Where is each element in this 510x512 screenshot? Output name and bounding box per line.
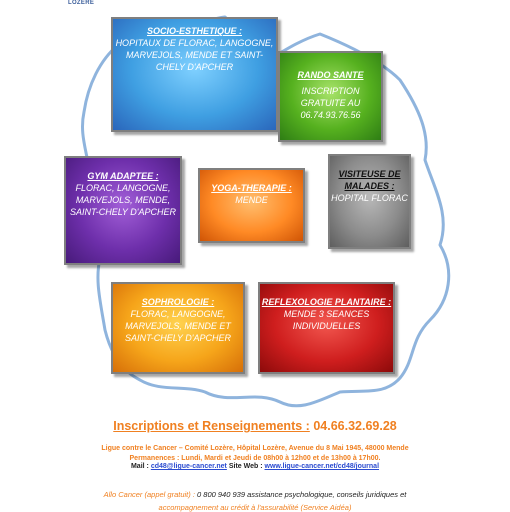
reflexo-body: MENDE 3 SEANCES INDIVIDUELLES [283, 309, 370, 331]
inscriptions-phone: 04.66.32.69.28 [313, 419, 397, 433]
sophro-title: SOPHROLOGIE : [141, 297, 215, 307]
sophro-body: FLORAC, LANGOGNE, MARVEJOLS, MENDE ET SAINT-CHELY D'APCHER [125, 309, 231, 343]
gym-title: GYM ADAPTEE : [87, 171, 159, 181]
reflexologie-plantaire-box [258, 282, 395, 374]
sophrologie-box [111, 282, 245, 374]
site-link[interactable]: www.ligue-cancer.net/cd48/journal [264, 463, 380, 470]
visiteuse-de-malades-box [328, 154, 411, 249]
header-tag: LOZÈRE [68, 0, 95, 6]
reflexo-title: REFLEXOLOGIE PLANTAIRE : [261, 297, 392, 307]
allo-text: 0 800 940 939 assistance psychologique, conseils juridiques et [197, 490, 407, 499]
gym-adaptee-box [64, 156, 182, 265]
inscriptions-line [0, 419, 510, 433]
contact-line [0, 463, 510, 470]
socio-title: SOCIO-ESTHETIQUE : [146, 26, 242, 36]
address-line: Ligue contre le Cancer – Comité Lozère, Hôpital Lozère, Avenue du 8 Mai 1945, 48000 Mende [101, 445, 409, 452]
rando-title: RANDO SANTE [297, 70, 364, 80]
site-label: Site Web : [228, 463, 263, 470]
mail-link[interactable]: cd48@ligue-cancer.net [150, 463, 227, 470]
socio-esthetique-box [111, 17, 278, 132]
rando-sante-box [278, 51, 383, 142]
allo-cancer-line [0, 490, 510, 499]
hours-line: Permanences : Lundi, Mardi et Jeudi de 08h00 à 12h00 et de 13h00 à 17h00. [129, 455, 381, 462]
rando-body: INSCRIPTION GRATUITE AU 06.74.93.76.56 [300, 86, 361, 120]
gym-body: FLORAC, LANGOGNE, MARVEJOLS, MENDE, SAINT-CHELY D'APCHER [70, 183, 176, 217]
yoga-therapie-box [198, 168, 305, 243]
address-block [0, 444, 510, 464]
allo-label: Allo Cancer (appel gratuit) : [103, 490, 195, 499]
visit-body: HOPITAL FLORAC [331, 193, 408, 203]
yoga-body: MENDE [235, 195, 268, 205]
mail-label: Mail : [130, 463, 149, 470]
allo-cut-line: accompagnement au crédit à l'assurabilité (Service Aidéa) [158, 503, 352, 512]
socio-body: HOPITAUX DE FLORAC, LANGOGNE, MARVEJOLS, MENDE ET SAINT-CHELY D'APCHER [115, 38, 274, 72]
visit-title: VISITEUSE DE MALADES : [338, 169, 401, 191]
yoga-title: YOGA-THERAPIE : [211, 183, 292, 193]
inscriptions-label: Inscriptions et Renseignements : [113, 419, 310, 433]
